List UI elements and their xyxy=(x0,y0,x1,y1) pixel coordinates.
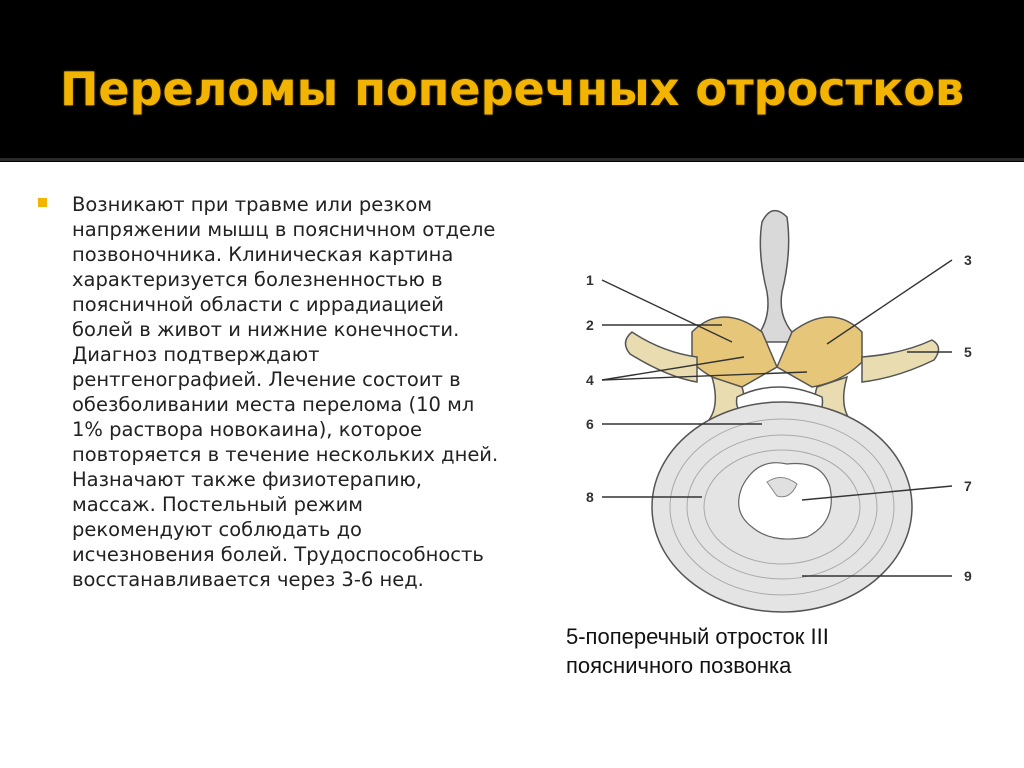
figure-label: 5 xyxy=(964,344,972,360)
caption-line-1: 5-поперечный отросток III xyxy=(566,624,829,649)
figure-label: 4 xyxy=(586,372,594,388)
figure-caption xyxy=(566,622,986,680)
slide-title: Переломы поперечных отростков xyxy=(59,62,965,116)
figure-label: 9 xyxy=(964,568,972,584)
bullet-square-icon xyxy=(38,198,47,207)
figure-label: 6 xyxy=(586,416,594,432)
slide-content xyxy=(0,162,1024,768)
caption-line-2: поясничного позвонка xyxy=(566,653,792,678)
figure-label: 7 xyxy=(964,478,972,494)
title-divider xyxy=(0,158,1024,161)
figure-label: 1 xyxy=(586,272,594,288)
body-paragraph: Возникают при травме или резком напряжении мышц в поясничном отделе позвоночника. Клиническая картина характеризуется болезненностью в поясничной области с иррадиацией болей в живот и нижние конечности. Диагноз подтверждают рентгенографией. Лечение состоит в обезболивании места перелома (10 мл 1% раствора новокаина), которое повторяется в течение нескольких дней. Назначают также физиотерапию, массаж. Постельный режим рекомендуют соблюдать до исчезновения болей. Трудоспособность восстанавливается через 3-6 нед. xyxy=(72,193,499,591)
figure-label: 2 xyxy=(586,317,594,333)
figure-label: 8 xyxy=(586,489,594,505)
title-bar xyxy=(0,0,1024,160)
vertebra-illustration xyxy=(572,182,992,622)
figure-label: 3 xyxy=(964,252,972,268)
